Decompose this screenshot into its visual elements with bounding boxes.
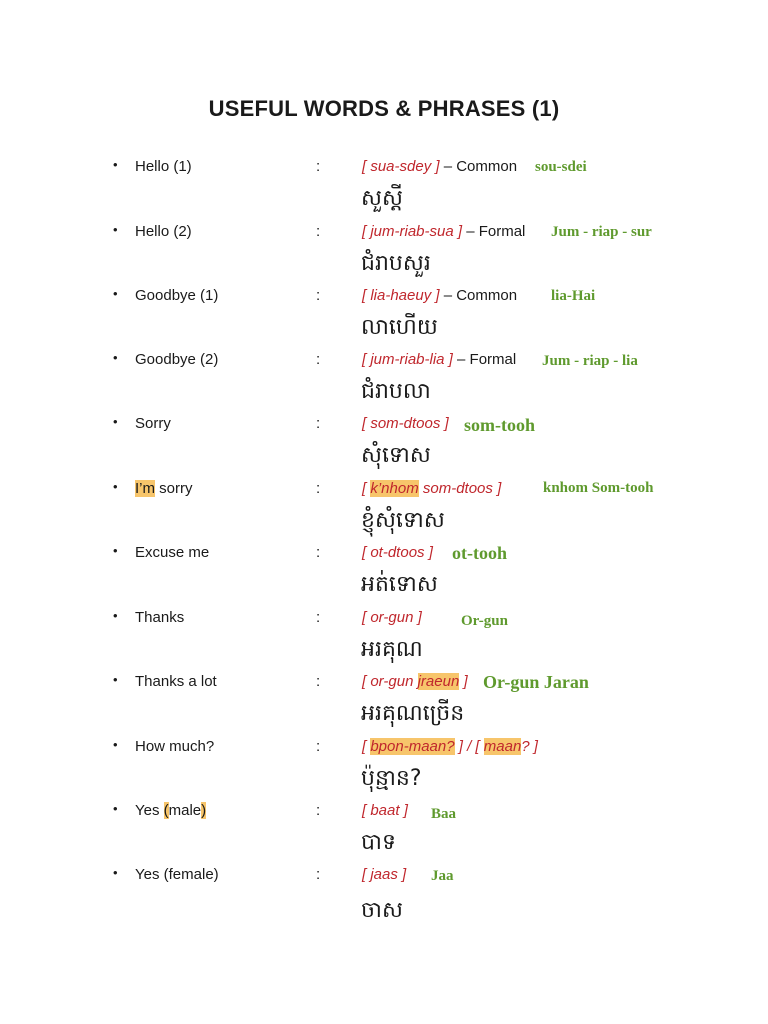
english-phrase-start: Yes [135, 802, 164, 819]
handwritten-pronunciation: sou-sdei [535, 159, 587, 175]
khmer-script: អរគុណ [361, 637, 423, 662]
bullet: • [113, 479, 118, 494]
transliteration-text: [ jaas ] [362, 866, 407, 883]
english-phrase: Thanks a lot [135, 673, 217, 690]
transliteration-text: [ ot-dtoos ] [362, 544, 433, 561]
transliteration [362, 866, 406, 883]
khmer-script: អរគុណច្រើន [361, 701, 465, 726]
transliteration-mid: ] / [ [454, 738, 484, 755]
bullet: • [113, 672, 118, 687]
phrase-row [0, 287, 768, 351]
khmer-script: សុំទោស [361, 443, 431, 468]
colon: : [316, 480, 321, 497]
transliteration [362, 609, 422, 626]
transliteration [362, 480, 501, 497]
handwritten-pronunciation: lia-Hai [551, 288, 596, 304]
transliteration [362, 351, 516, 368]
phrase-row [0, 802, 768, 866]
transliteration-text: [ jum-riab-sua ] [362, 223, 463, 240]
handwritten-pronunciation: ot-tooh [452, 543, 507, 563]
khmer-script: លាហើយ [361, 315, 438, 340]
bullet: • [113, 414, 118, 429]
highlighted-text: I’m [135, 480, 155, 497]
transliteration-rest: som-dtoos ] [418, 480, 502, 497]
transliteration [362, 673, 468, 690]
colon: : [316, 415, 321, 432]
handwritten-pronunciation: Jum - riap - lia [542, 353, 638, 369]
colon: : [316, 738, 321, 755]
english-phrase: Thanks [135, 609, 185, 626]
highlighted-text: bpon-maan? [370, 738, 455, 755]
colon: : [316, 287, 321, 304]
bullet: • [113, 801, 118, 816]
colon: : [316, 609, 321, 626]
page-title: USEFUL WORDS & PHRASES (1) [208, 96, 560, 121]
transliteration-open: [ [362, 738, 371, 755]
transliteration-text: [ sua-sdey ] [362, 158, 440, 175]
handwritten-pronunciation: Jaa [431, 868, 454, 884]
transliteration [362, 738, 538, 755]
english-phrase-rest: sorry [155, 480, 193, 497]
khmer-script: បាទ [361, 830, 396, 855]
phrase-row [0, 351, 768, 415]
english-phrase [135, 480, 193, 497]
register-note: – Formal [452, 351, 517, 368]
khmer-script: អត់ទោស [361, 572, 438, 597]
transliteration [362, 802, 408, 819]
transliteration [362, 287, 517, 304]
transliteration [362, 223, 525, 240]
colon: : [316, 351, 321, 368]
colon: : [316, 866, 321, 883]
transliteration-text: [ baat ] [362, 802, 408, 819]
english-phrase: Hello (1) [135, 158, 192, 175]
handwritten-pronunciation: knhom Som-tooh [543, 480, 654, 496]
transliteration-open: [ [362, 480, 371, 497]
phrase-row [0, 158, 768, 222]
transliteration-text: [ lia-haeuy ] [362, 287, 440, 304]
transliteration [362, 158, 517, 175]
bullet: • [113, 608, 118, 623]
khmer-script: ចាស [361, 898, 403, 923]
english-phrase-mid: male [168, 802, 202, 819]
highlighted-text: maan [483, 738, 522, 755]
transliteration-open: [ or-gun [362, 673, 418, 690]
transliteration [362, 415, 449, 432]
colon: : [316, 223, 321, 240]
khmer-script: ជំរាបលា [361, 379, 431, 404]
phrase-row [0, 673, 768, 737]
bullet: • [113, 865, 118, 880]
english-phrase: Excuse me [135, 544, 210, 561]
english-phrase: Goodbye (2) [135, 351, 219, 368]
transliteration [362, 544, 433, 561]
transliteration-rest: ] [459, 673, 468, 690]
handwritten-pronunciation: Or-gun Jaran [483, 672, 589, 692]
english-phrase: Yes (female) [135, 866, 219, 883]
register-note: – Common [439, 158, 518, 175]
bullet: • [113, 222, 118, 237]
highlighted-text: k’nhom [370, 480, 419, 497]
phrase-row [0, 223, 768, 287]
bullet: • [113, 737, 118, 752]
english-phrase: Sorry [135, 415, 171, 432]
transliteration-text: [ som-dtoos ] [362, 415, 449, 432]
colon: : [316, 158, 321, 175]
khmer-script: ប៉ុន្មាន? [361, 766, 422, 791]
english-phrase: How much? [135, 738, 215, 755]
transliteration-text: [ or-gun ] [362, 609, 422, 626]
khmer-script: ជំរាបសួរ [361, 251, 431, 276]
english-phrase: Hello (2) [135, 223, 192, 240]
handwritten-pronunciation: Or-gun [461, 613, 508, 629]
highlighted-text: ( [163, 802, 169, 819]
phrase-row [0, 544, 768, 608]
phrase-row [0, 866, 768, 930]
phrase-row [0, 609, 768, 673]
handwritten-pronunciation: som-tooh [464, 415, 535, 435]
highlighted-text: ) [201, 802, 207, 819]
bullet: • [113, 286, 118, 301]
bullet: • [113, 157, 118, 172]
bullet: • [113, 543, 118, 558]
highlighted-text: jraeun [417, 673, 460, 690]
register-note: – Formal [462, 223, 526, 240]
english-phrase: Goodbye (1) [135, 287, 219, 304]
khmer-script: ខ្ញុំសុំទោស [361, 508, 445, 533]
transliteration-text: [ jum-riab-lia ] [362, 351, 453, 368]
colon: : [316, 673, 321, 690]
handwritten-pronunciation: Jum - riap - sur [551, 224, 652, 240]
bullet: • [113, 350, 118, 365]
transliteration-rest: ? ] [521, 738, 538, 755]
handwritten-pronunciation: Baa [431, 806, 457, 822]
register-note: – Common [439, 287, 518, 304]
colon: : [316, 802, 321, 819]
english-phrase [135, 802, 206, 819]
colon: : [316, 544, 321, 561]
phrase-row [0, 480, 768, 544]
khmer-script: សួស្តី [361, 186, 403, 211]
phrase-row [0, 738, 768, 802]
phrase-row [0, 415, 768, 479]
